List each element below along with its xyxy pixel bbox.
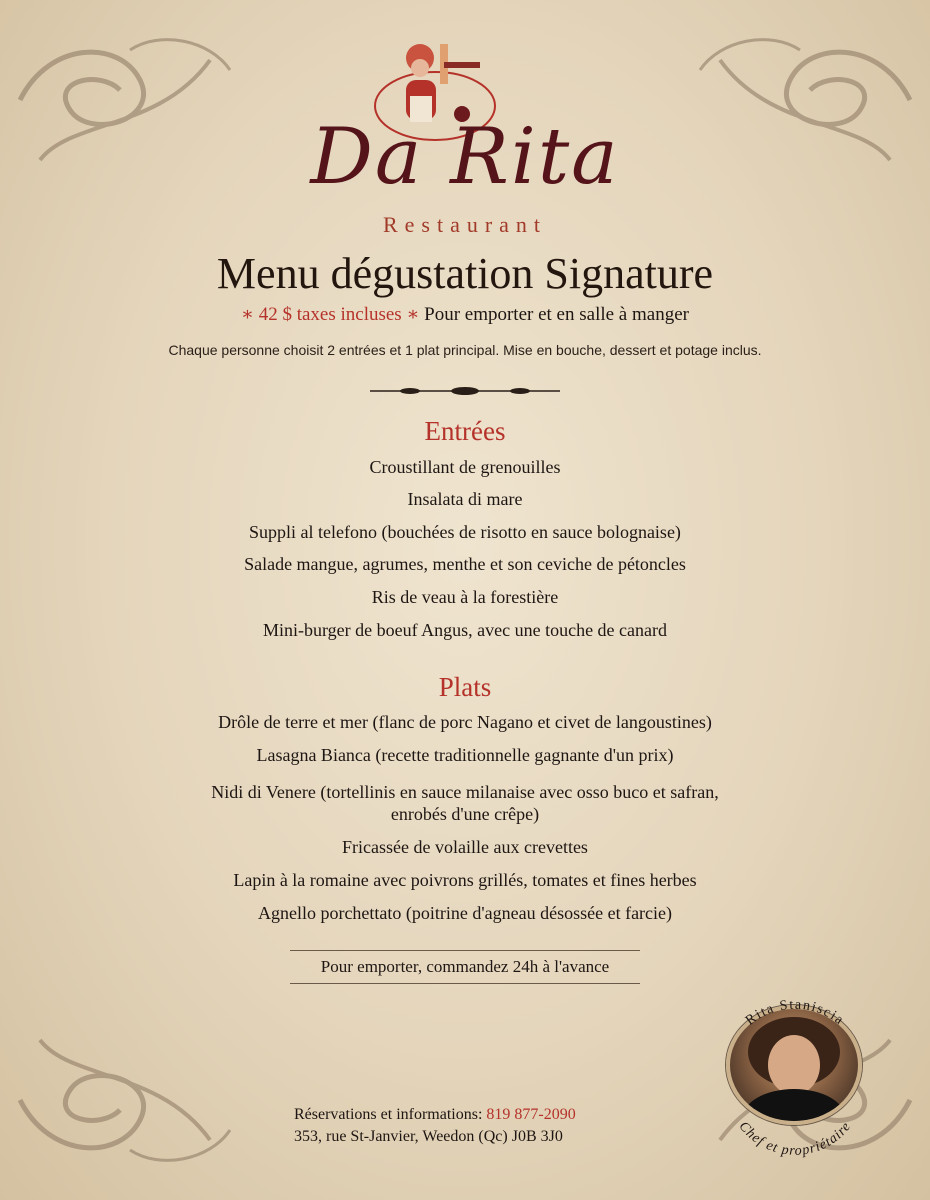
contact-address: 353, rue St-Janvier, Weedon (Qc) J0B 3J0 [294, 1128, 563, 1145]
page-title: Menu dégustation Signature [216, 249, 714, 298]
svg-text:Chef et propriétaire [736, 1119, 855, 1159]
chef-name: Rita Staniscia [743, 997, 848, 1029]
flourish-ornament-bottom-left [10, 1020, 240, 1180]
chef-role: Chef et propriétaire [735, 1119, 855, 1159]
plat-item: enrobés d'une crêpe) [390, 804, 540, 824]
contact-label: Réservations et informations: [294, 1106, 487, 1123]
plat-item: Lapin à la romaine avec poivrons grillés, tomates et fines herbes [233, 870, 697, 890]
plat-item: Drôle de terre et mer (flanc de porc Nagano et civet de langoustines) [218, 712, 712, 732]
logo-subtitle: Restaurant [382, 212, 548, 237]
chef-labels [700, 950, 890, 1190]
menu-rules-note: Chaque personne choisit 2 entrées et 1 plat principal. Mise en bouche, dessert et potage inclus. [168, 342, 762, 358]
logo-wordmark: Da Rita [310, 112, 620, 202]
plat-item: Nidi di Venere (tortellinis en sauce milanaise avec osso buco et safran, [211, 782, 719, 802]
contact-reservations [294, 1104, 576, 1126]
entree-item: Mini-burger de boeuf Angus, avec une touche de canard [262, 620, 668, 640]
price-amount: ∗ 42 $ taxes incluses ∗ [241, 304, 420, 325]
section-title-entrees: Entrées [424, 416, 506, 446]
svg-text:Rita Staniscia [743, 998, 847, 1029]
entree-item: Insalata di mare [407, 489, 523, 509]
divider-ornament [370, 384, 560, 398]
takeout-note: Pour emporter, commandez 24h à l'avance [290, 950, 640, 984]
entree-item: Salade mangue, agrumes, menthe et son ceviche de pétoncles [244, 554, 686, 574]
entree-item: Croustillant de grenouilles [369, 457, 561, 477]
plat-item: Agnello porchettato (poitrine d'agneau désossée et farcie) [257, 903, 673, 923]
contact-block [294, 1104, 576, 1148]
price-service: Pour emporter et en salle à manger [419, 304, 689, 325]
entree-item: Suppli al telefono (bouchées de risotto en sauce bolognaise) [249, 522, 681, 542]
section-title-plats: Plats [438, 672, 492, 702]
contact-phone[interactable]: 819 877-2090 [486, 1106, 576, 1123]
entree-item: Ris de veau à la forestière [371, 587, 559, 607]
plat-item: Lasagna Bianca (recette traditionnelle gagnante d'un prix) [256, 745, 674, 765]
price-line [0, 303, 930, 326]
plat-item: Fricassée de volaille aux crevettes [342, 837, 588, 857]
